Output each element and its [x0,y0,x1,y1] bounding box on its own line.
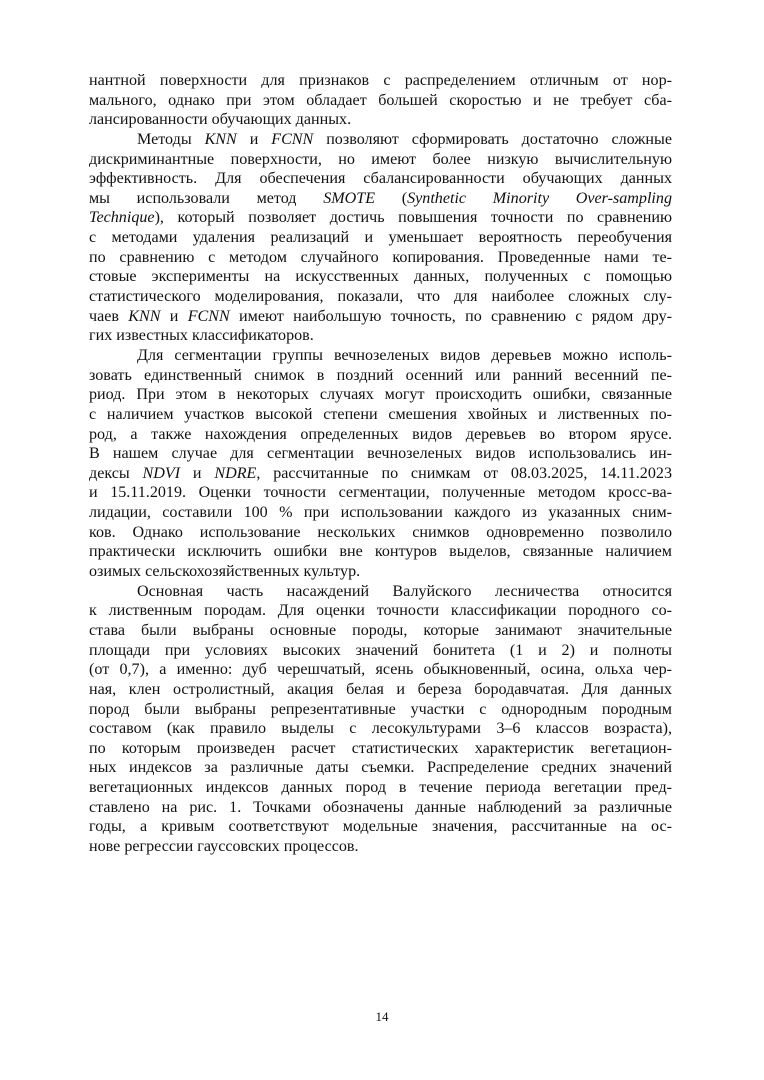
text-run: по которым произведен расчет статистических характеристик вегетацион- [89,739,672,757]
text-line [89,130,672,150]
italic-term: NDVI [142,464,181,482]
text-run: статистического моделирования, показали, что для наиболее сложных слу- [89,288,672,306]
text-run: ставлено на рис. 1. Точками обозначены данные наблюдений за различные [89,798,672,816]
text-line [89,366,672,386]
text-line [89,326,672,346]
text-run: с методами удаления реализаций и уменьшает вероятность переобучения [89,229,672,247]
text-run: гих известных классификаторов. [89,327,314,345]
text-line [89,601,672,621]
text-run: позволяют сформировать достаточно сложные [313,130,672,148]
text-line [89,758,672,778]
text-run: и [236,130,272,148]
text-line [89,719,672,739]
text-run: по сравнению с методом случайного копирования. Проведенные нами те- [89,248,672,266]
text-run: нове регрессии гауссовских процессов. [89,837,359,855]
paragraph [89,71,672,130]
text-line [89,189,672,209]
text-line [89,641,672,661]
page-number: 14 [375,1009,389,1024]
text-line [89,483,672,503]
text-run: Для сегментации группы вечнозеленых видов деревьев можно исполь- [137,346,672,364]
text-line [89,346,672,366]
text-run: эффективность. Для обеспечения сбалансированности обучающих данных [89,170,672,188]
text-run: к лиственным породам. Для оценки точности классификации породного со- [89,602,672,620]
text-run: составом (как правило выделы с лесокультурами 3–6 классов возраста), [89,720,672,738]
text-run: (от 0,7), а именно: дуб черешчатый, ясень обыкновенный, осина, ольха чер- [89,661,672,679]
text-line [89,542,672,562]
text-run: и [180,464,215,482]
text-run: ков. Однако использование нескольких снимков одновременно позволило [89,523,672,541]
text-line [89,228,672,248]
text-run: дексы [89,464,143,482]
text-run: и 15.11.2019. Оценки точности сегментации, полученные методом кросс-ва- [89,484,672,502]
italic-term: SMOTE [323,189,376,207]
text-line [89,71,672,91]
paragraph [89,582,672,857]
text-line [89,700,672,720]
text-run: чаев [89,307,129,325]
text-line [89,444,672,464]
paragraph [89,346,672,582]
text-run: вегетационных индексов данных пород в течение периода вегетации пред- [89,779,672,797]
text-line [89,817,672,837]
text-run: площади при условиях высоких значений бонитета (1 и 2) и полноты [89,641,672,659]
text-line [89,169,672,189]
text-line [89,425,672,445]
text-line [89,582,672,602]
text-run: озимых сельскохозяйственных культур. [89,563,361,581]
text-run: , рассчитанные по снимкам от 08.03.2025, 14.11.2023 [256,464,672,482]
text-line [89,621,672,641]
text-line [89,778,672,798]
text-run: имеют наибольшую точность, по сравнению с рядом дру- [229,307,672,325]
text-line [89,523,672,543]
text-line [89,503,672,523]
text-run: с наличием участков высокой степени смешения хвойных и лиственных по- [89,405,672,423]
text-run: зовать единственный снимок в поздний осенний или ранний весенний пе- [89,366,672,384]
text-run: дискриминантные поверхности, но имеют более низкую вычислительную [89,150,672,168]
text-line [89,837,672,857]
text-line [89,267,672,287]
text-run: род, а также нахождения определенных видов деревьев во втором ярусе. [89,425,672,443]
text-run: Основная часть насаждений Валуйского лесничества относится [137,582,672,600]
text-run: ная, клен остролистный, акация белая и береза бородавчатая. Для данных [89,680,672,698]
italic-term: Technique [89,209,155,227]
text-run: мы использовали метод [89,189,324,207]
italic-term: FCNN [271,130,314,148]
text-run: пород были выбраны репрезентативные участки с однородным породным [89,700,672,718]
italic-term: FCNN [187,307,230,325]
text-run: ), который позволяет достичь повышения точности по сравнению [154,209,672,227]
italic-term: KNN [204,130,237,148]
text-line [89,385,672,405]
text-run: риод. При этом в некоторых случаях могут происходить ошибки, связанные [89,386,672,404]
text-line [89,562,672,582]
text-line [89,680,672,700]
text-line [89,405,672,425]
italic-term: Synthetic Minority Over-sampling [407,189,672,207]
text-run: стовые эксперименты на искусственных данных, полученных с помощью [89,268,672,286]
text-line [89,739,672,759]
text-line [89,464,672,484]
text-run: годы, а кривым соответствуют модельные значения, рассчитанные на ос- [89,818,672,836]
text-run: лидации, составили 100 % при использовании каждого из указанных сним- [89,504,672,522]
body-text [89,71,672,857]
text-run: става были выбраны основные породы, которые занимают значительные [89,621,672,639]
text-line [89,110,672,130]
text-run: мального, однако при этом обладает большей скоростью и не требует сба- [89,91,672,109]
text-run: лансированности обучающих данных. [89,111,352,129]
text-line [89,798,672,818]
text-line [89,150,672,170]
text-run: В нашем случае для сегментации вечнозеленых видов использовались ин- [89,445,672,463]
text-run: практически исключить ошибки вне контуров выделов, связанные наличием [89,543,672,561]
text-line [89,208,672,228]
italic-term: KNN [128,307,161,325]
text-line [89,248,672,268]
text-line [89,660,672,680]
text-run: ( [375,189,408,207]
italic-term: NDRE [214,464,257,482]
text-run: ных индексов за различные даты съемки. Распределение средних значений [89,759,672,777]
text-line [89,307,672,327]
paragraph [89,130,672,346]
text-run: нантной поверхности для признаков с распределением отличным от нор- [89,72,672,89]
text-line [89,287,672,307]
text-line [89,91,672,111]
text-run: и [160,307,188,325]
text-run: Методы [137,130,205,148]
